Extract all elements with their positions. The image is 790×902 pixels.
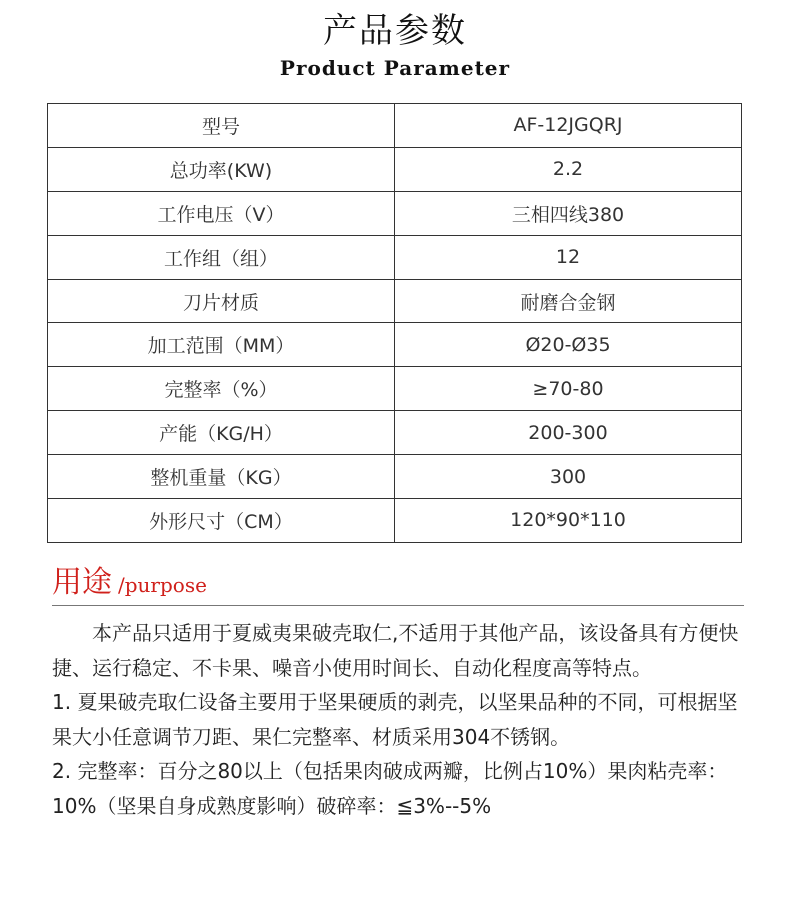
param-value: Ø20-Ø35 — [395, 323, 742, 367]
param-label: 刀片材质 — [48, 279, 395, 323]
param-label: 完整率（%） — [48, 367, 395, 411]
usage-title-cn: 用途 — [52, 565, 112, 600]
param-value: 三相四线380 — [395, 191, 742, 235]
table-row — [48, 191, 742, 235]
param-label: 工作电压（V） — [48, 191, 395, 235]
usage-title-en: /purpose — [118, 573, 207, 597]
param-value: 2.2 — [395, 147, 742, 191]
param-value: 200-300 — [395, 411, 742, 455]
param-value: 300 — [395, 455, 742, 499]
param-label: 外形尺寸（CM） — [48, 499, 395, 543]
page-title: 产品参数 — [323, 11, 467, 51]
param-label: 整机重量（KG） — [48, 455, 395, 499]
table-row — [48, 104, 742, 148]
param-value: ≥70-80 — [395, 367, 742, 411]
param-label: 加工范围（MM） — [48, 323, 395, 367]
table-row — [48, 323, 742, 367]
table-row — [48, 367, 742, 411]
usage-paragraph-intro: 本产品只适用于夏威夷果破壳取仁,不适用于其他产品，该设备具有方便快捷、运行稳定、不卡果、噪音小使用时间长、自动化程度高等特点。 — [52, 621, 739, 680]
param-label: 总功率(KW) — [48, 147, 395, 191]
param-value: 12 — [395, 235, 742, 279]
param-label: 工作组（组） — [48, 235, 395, 279]
usage-body — [52, 616, 754, 824]
param-label: 产能（KG/H） — [48, 411, 395, 455]
page-subtitle: Product Parameter — [279, 56, 511, 80]
table-row — [48, 147, 742, 191]
param-value: 耐磨合金钢 — [395, 279, 742, 323]
usage-paragraph-1: 1. 夏果破壳取仁设备主要用于坚果硬质的剥壳，以坚果品种的不同，可根据坚果大小任意调节刀距、果仁完整率、材质采用304不锈钢。 — [52, 690, 738, 749]
table-row — [48, 235, 742, 279]
usage-paragraph-2: 2. 完整率：百分之80以上（包括果肉破成两瓣，比例占10%）果肉粘壳率：10%（坚果自身成熟度影响）破碎率：≦3%--5% — [52, 759, 728, 818]
param-label: 型号 — [48, 104, 395, 148]
usage-heading — [52, 563, 207, 603]
param-value: 120*90*110 — [395, 499, 742, 543]
table-row — [48, 279, 742, 323]
table-row — [48, 499, 742, 543]
table-row — [48, 455, 742, 499]
param-value: AF-12JGQRJ — [395, 104, 742, 148]
parameter-table — [47, 103, 742, 543]
table-row — [48, 411, 742, 455]
usage-divider — [52, 605, 744, 606]
